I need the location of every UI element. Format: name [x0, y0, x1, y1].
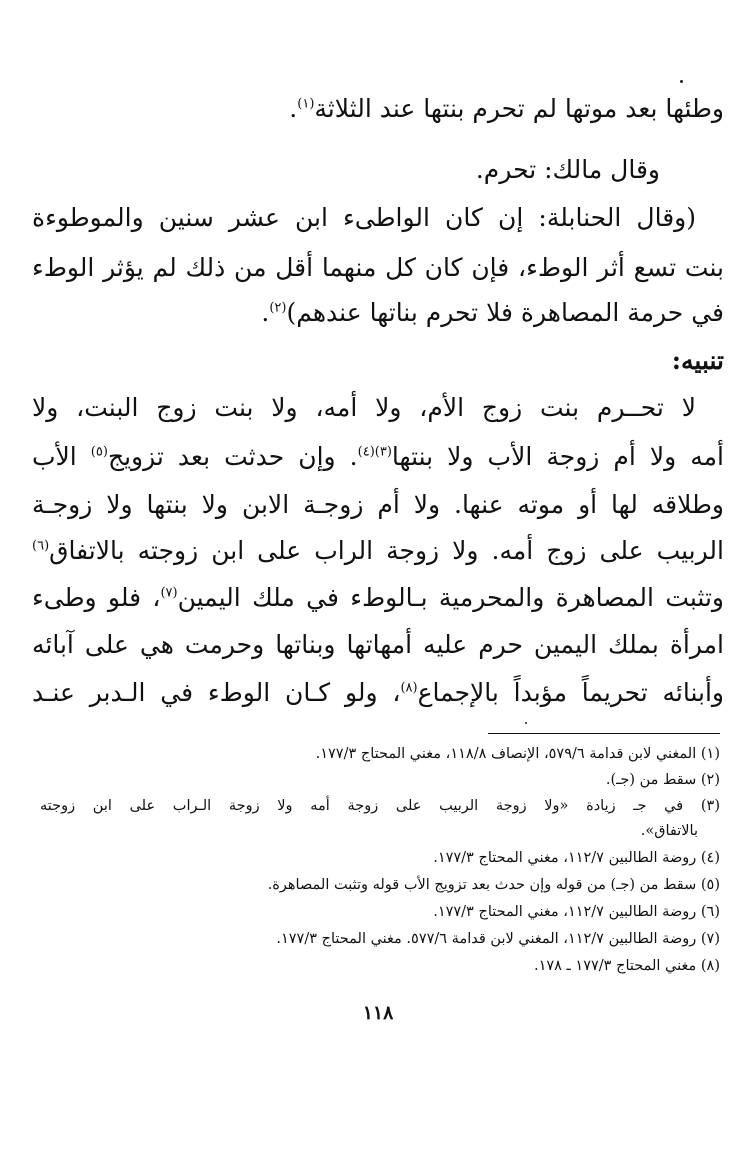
body-line-text: ، ولو كـان الوطء في الـدبر عنـد [32, 678, 401, 707]
footnote-6: (٦) روضة الطالبين ١١٢/٧، مغني المحتاج ١٧٧/٣. [433, 904, 720, 920]
footnote-3-continued: بالاتفاق». [640, 823, 698, 839]
footnote-7: (٧) روضة الطالبين ١١٢/٧، المغني لابن قدامة ٥٧٧/٦. مغني المحتاج ١٧٧/٣. [276, 931, 720, 947]
body-line-5 [261, 298, 724, 328]
body-line-text: وتثبت المصاهرة والمحرمية بـالوطء في ملك اليمين [177, 583, 724, 612]
body-line-text: أمه ولا أم زوجة الأب ولا بنتها [391, 442, 725, 471]
body-line-text: . [289, 94, 298, 123]
body-line-text: (وقال الحنابلة: إن كان الواطىء ابن عشر سنين والموطوءة [32, 203, 696, 232]
section-heading [672, 346, 724, 376]
body-line-text: الربيب على زوج أمه. ولا زوجة الراب على ابن زوجته بالاتفاق [49, 536, 724, 565]
footnote-ref: (٢) [269, 300, 287, 316]
footnote-ref: (١) [297, 96, 315, 112]
body-line-10 [32, 536, 724, 566]
footnote-ref: (٥) [90, 444, 108, 460]
footnote-1: (١) المغني لابن قدامة ٥٧٩/٦، الإنصاف ١١٨/٨، مغني المحتاج ١٧٧/٣. [315, 746, 720, 762]
footnote-2: (٢) سقط من (جـ). [605, 772, 720, 788]
body-line-text: وقال مالك: تحرم. [475, 155, 660, 184]
body-line-text: في حرمة المصاهرة فلا تحرم بناتها عندهم) [286, 298, 724, 327]
body-line-text: وطلاقه لها أو موته عنها. ولا أم زوجـة الابن ولا بنتها ولا زوجـة [32, 490, 724, 519]
body-line-8 [32, 442, 724, 472]
body-line-9 [32, 490, 724, 520]
footnote-ref: (٦) [32, 538, 50, 554]
scan-speck [525, 722, 527, 724]
body-line-text: لا تحــرم بنت زوج الأم، ولا أمه، ولا بنت زوج البنت، ولا [32, 393, 696, 422]
body-line-4 [32, 253, 724, 283]
body-line-7 [32, 393, 696, 423]
footnote-5: (٥) سقط من (جـ) من قوله وإن حدث بعد تزويج الأب قوله وتثبت المصاهرة. [267, 877, 720, 893]
footnote-8: (٨) مغني المحتاج ١٧٧/٣ ـ ١٧٨. [533, 958, 720, 974]
body-line-text: الأب [32, 442, 91, 471]
body-line-text: وأبنائه تحريماً مؤبداً بالإجماع [417, 678, 724, 707]
body-line-text: ، فلو وطىء [32, 583, 161, 612]
body-line-text: . وإن حدثت بعد تزويج [107, 442, 358, 471]
body-line-1 [289, 94, 724, 124]
body-line-12 [32, 630, 724, 660]
page-number: ١١٨ [362, 1002, 394, 1024]
body-line-11 [32, 583, 724, 613]
footnote-separator [488, 733, 720, 734]
body-line-text: وطئها بعد موتها لم تحرم بنتها عند الثلاثة [314, 94, 724, 123]
body-line-text: . [261, 298, 270, 327]
body-line-text: بنت تسع أثر الوطء، فإن كان كل منهما أقل من ذلك لم يؤثر الوطء [32, 253, 724, 282]
footnote-ref: (٨) [400, 680, 418, 696]
body-line-text: امرأة بملك اليمين حرم عليه أمهاتها وبناتها وحرمت هي على آبائه [32, 630, 724, 659]
body-line-2 [476, 155, 660, 185]
footnote-ref: (٧) [160, 585, 178, 601]
footnote-4: (٤) روضة الطالبين ١١٢/٧، مغني المحتاج ١٧٧/٣. [433, 850, 720, 866]
scan-speck [680, 80, 683, 83]
body-line-3 [32, 203, 696, 233]
footnote-3: (٣) في جـ زيادة «ولا زوجة الربيب على زوجة أمه ولا زوجة الـراب على ابن زوجته [40, 798, 720, 814]
heading-text: تنبيه: [671, 346, 724, 375]
body-line-13 [32, 678, 724, 708]
footnote-ref: (٣)(٤) [357, 444, 392, 460]
